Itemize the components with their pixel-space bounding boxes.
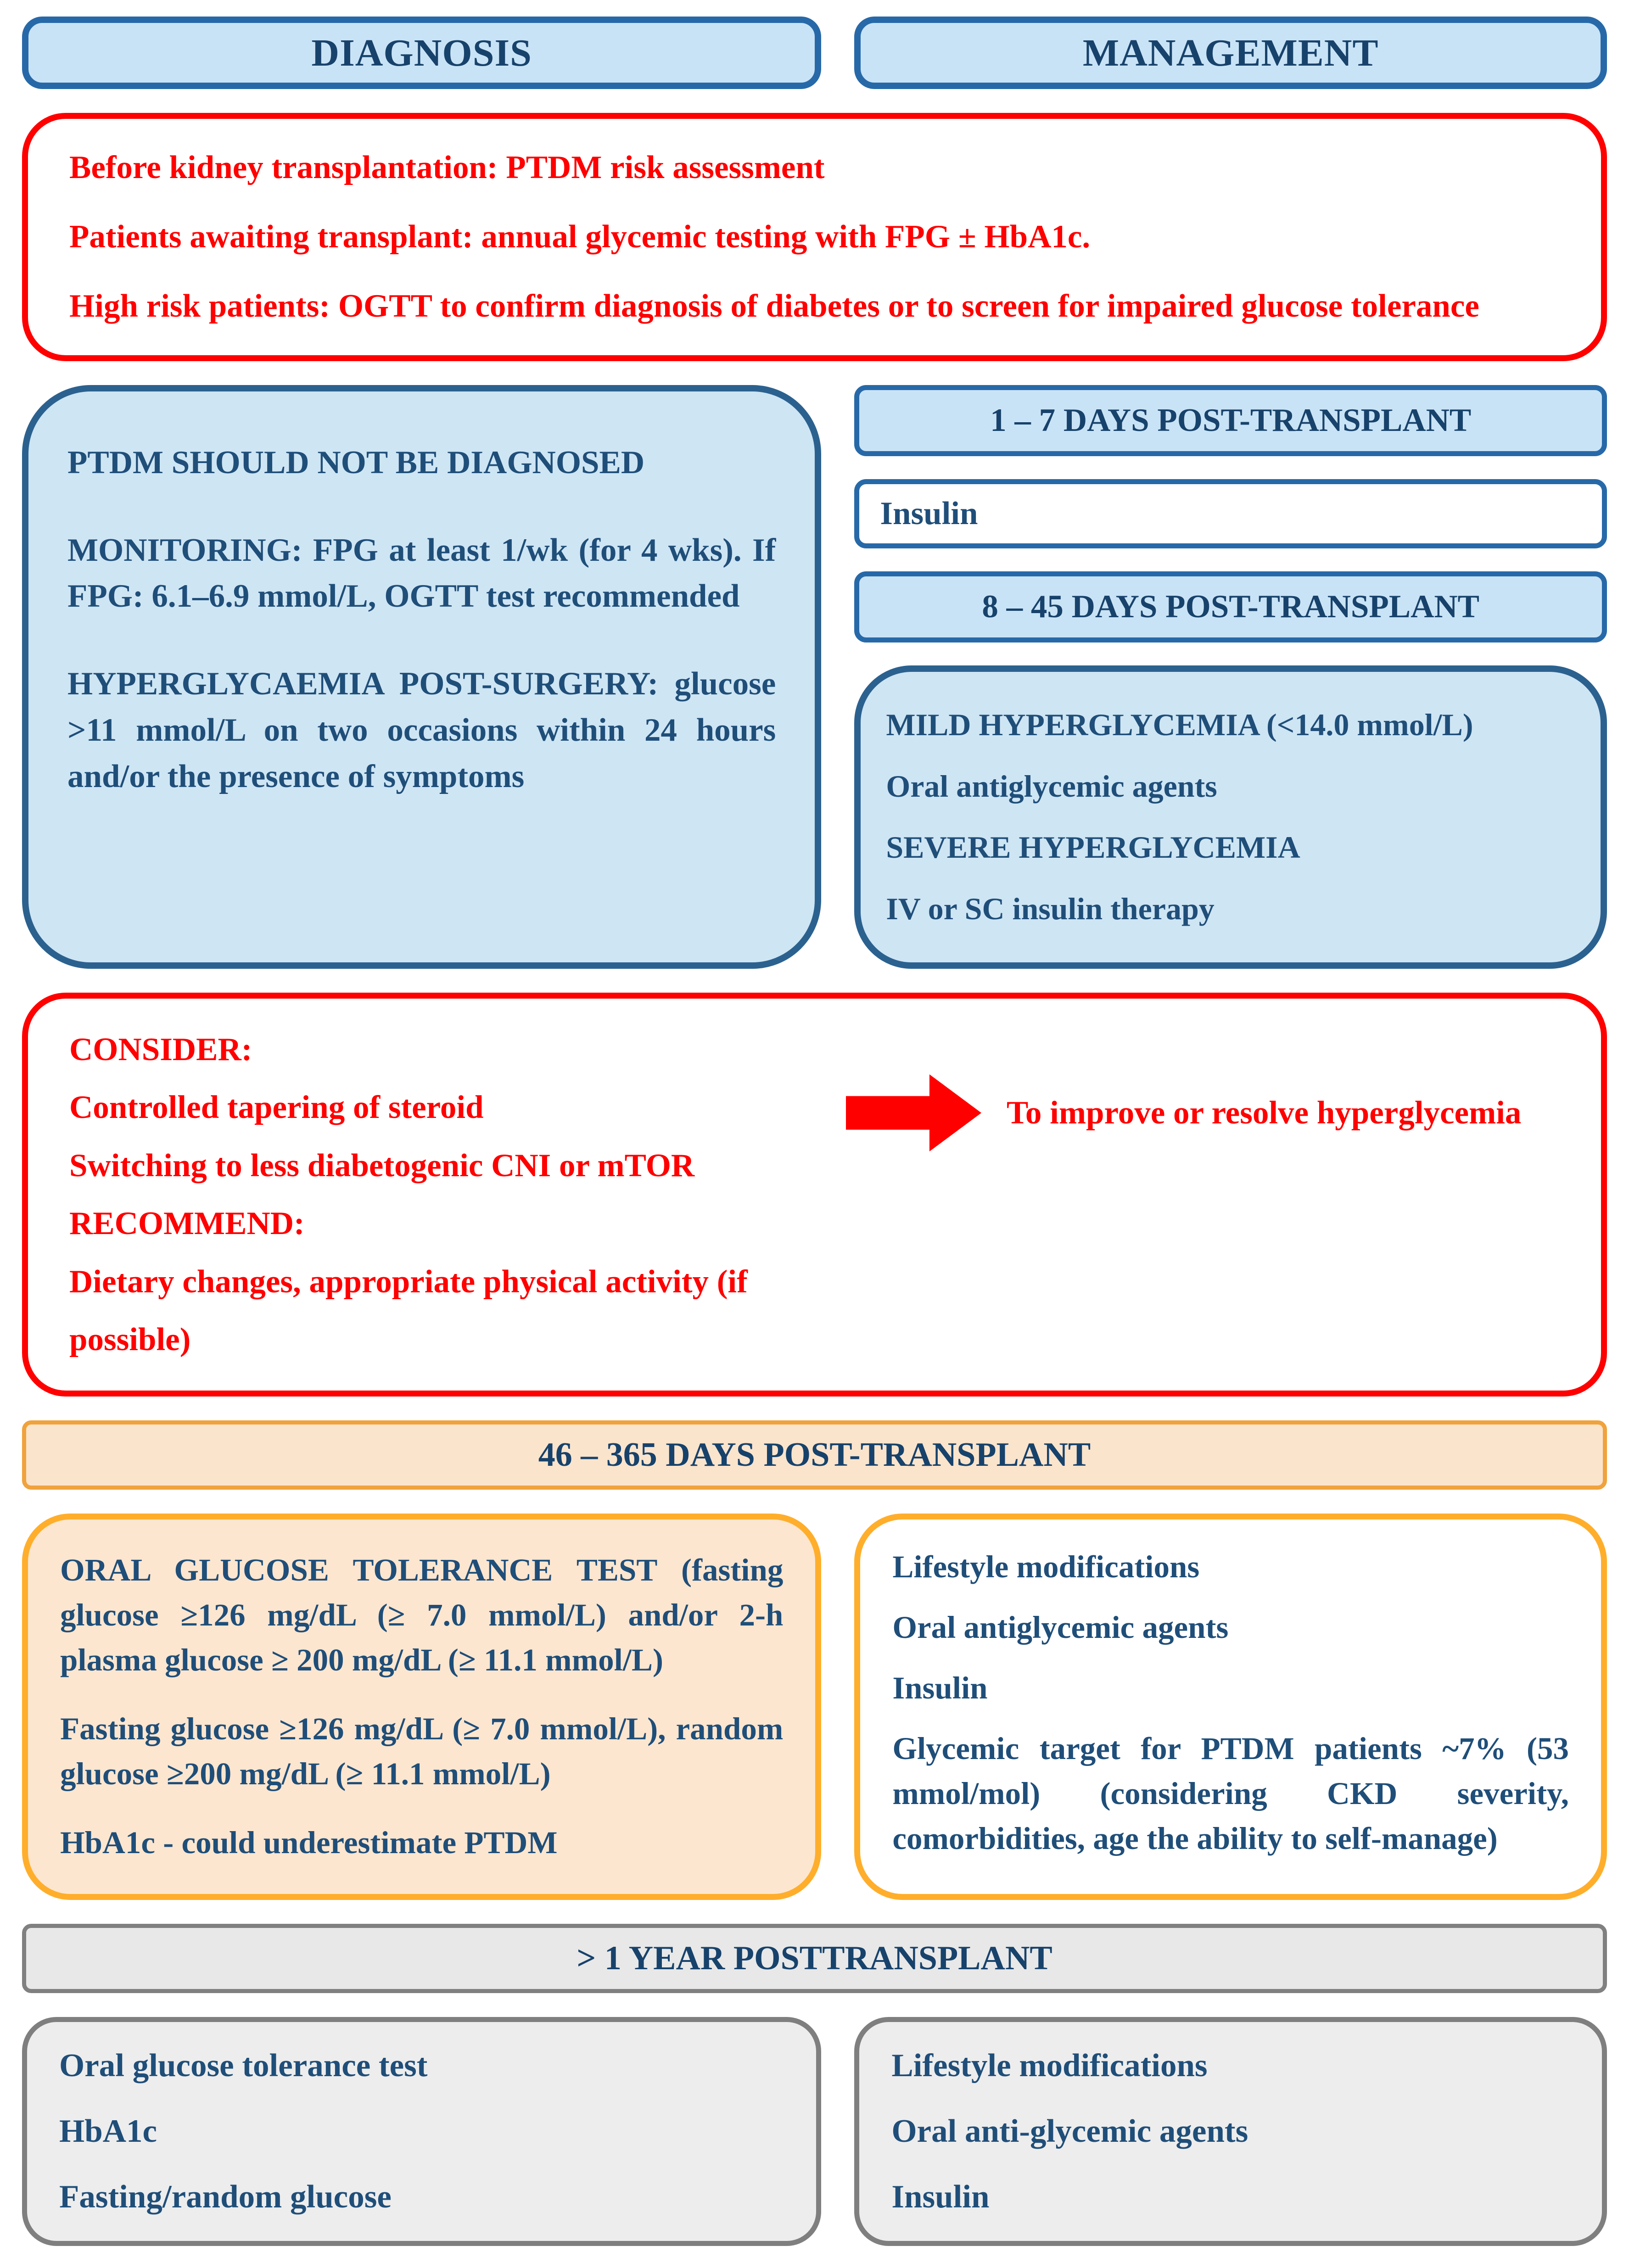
diagnosis-column-header: DIAGNOSIS	[22, 17, 821, 89]
days-8-45-header: 8 – 45 DAYS POST-TRANSPLANT	[854, 571, 1607, 642]
post-surgery-hyperglycaemia-text: HYPERGLYCAEMIA POST-SURGERY: glucose >11 mmol/L on two occasions within 24 hours and/or the presence of symptoms	[67, 666, 776, 794]
yp-mgmt-insulin: Insulin	[891, 2179, 990, 2215]
days-46-365-header: 46 – 365 DAYS POST-TRANSPLANT	[22, 1420, 1607, 1490]
mgmt-item-glycemic-target: Glycemic target for PTDM patients ~7% (53 mmol/mol) (considering CKD severity, comorbidities, age the ability to self-manage)	[892, 1731, 1569, 1856]
hba1c-note: HbA1c - could underestimate PTDM	[60, 1825, 558, 1860]
yp-diag-hba1c: HbA1c	[59, 2113, 157, 2150]
severe-hyperglycemia-title: SEVERE HYPERGLYCEMIA	[886, 830, 1300, 865]
monitoring-text: MONITORING: FPG at least 1/wk (for 4 wks). If FPG: 6.1–6.9 mmol/L, OGTT test recommended	[67, 532, 776, 614]
arrow-caption: To improve or resolve hyperglycemia	[1007, 1095, 1522, 1131]
days-1-7-header: 1 – 7 DAYS POST-TRANSPLANT	[854, 385, 1607, 456]
mgmt-item-insulin: Insulin	[892, 1670, 988, 1706]
mgmt-item-oral-agents: Oral antiglycemic agents	[892, 1610, 1229, 1645]
phase-46-365-row	[22, 1514, 1607, 1900]
yp-mgmt-lifestyle: Lifestyle modifications	[891, 2048, 1208, 2084]
consider-text-block	[69, 1021, 874, 1369]
yp-mgmt-oral-agents: Oral anti-glycemic agents	[891, 2113, 1248, 2150]
consider-recommend-box	[22, 993, 1607, 1397]
severe-hyperglycemia-treatment: IV or SC insulin therapy	[886, 891, 1215, 927]
risk-line-high-risk: High risk patients: OGTT to confirm diagnosis of diabetes or to screen for impaired glucose tolerance	[69, 288, 1479, 324]
consider-label: CONSIDER:	[69, 1032, 252, 1067]
recommend-label: RECOMMEND:	[69, 1206, 305, 1242]
year-plus-management-box	[854, 2017, 1607, 2246]
early-phase-row	[22, 385, 1607, 969]
arrow-row	[846, 1074, 1567, 1151]
management-column-header: MANAGEMENT	[854, 17, 1607, 89]
insulin-box: Insulin	[854, 479, 1607, 548]
year-plus-row	[22, 2017, 1607, 2246]
early-management-column	[854, 385, 1607, 969]
consider-item-steroid: Controlled tapering of steroid	[69, 1089, 484, 1126]
phase-46-365-management-box	[854, 1514, 1607, 1900]
risk-line-awaiting-transplant: Patients awaiting transplant: annual glycemic testing with FPG ± HbA1c.	[69, 218, 1091, 255]
yp-diag-ogtt: Oral glucose tolerance test	[59, 2048, 428, 2084]
ogtt-diagnosis-box	[22, 1514, 821, 1900]
risk-line-before-transplant: Before kidney transplantation: PTDM risk assessment	[69, 150, 825, 185]
mgmt-item-lifestyle: Lifestyle modifications	[892, 1549, 1200, 1585]
hyperglycemia-treatment-box	[854, 665, 1607, 969]
fasting-random-criteria: Fasting glucose ≥126 mg/dL (≥ 7.0 mmol/L), random glucose ≥200 mg/dL (≥ 11.1 mmol/L)	[60, 1711, 784, 1792]
pre-transplant-risk-box	[22, 113, 1607, 361]
recommend-item-lifestyle: Dietary changes, appropriate physical activity (if possible)	[69, 1263, 748, 1357]
early-diagnosis-box	[22, 385, 821, 969]
year-plus-header: > 1 YEAR POSTTRANSPLANT	[22, 1924, 1607, 1993]
ptdm-not-diagnosed-title: PTDM SHOULD NOT BE DIAGNOSED	[67, 444, 645, 480]
yp-diag-fasting-random: Fasting/random glucose	[59, 2179, 392, 2215]
ogtt-criteria: ORAL GLUCOSE TOLERANCE TEST (fasting glucose ≥126 mg/dL (≥ 7.0 mmol/L) and/or 2-h plasma glucose ≥ 200 mg/dL (≥ 11.1 mmol/L)	[60, 1553, 784, 1678]
mild-hyperglycemia-treatment: Oral antiglycemic agents	[886, 768, 1217, 804]
consider-item-cni-mtor: Switching to less diabetogenic CNI or mTOR	[69, 1147, 695, 1184]
column-headers-row	[22, 17, 1607, 89]
year-plus-diagnosis-box	[22, 2017, 821, 2246]
mild-hyperglycemia-title: MILD HYPERGLYCEMIA (<14.0 mmol/L)	[886, 707, 1473, 742]
right-arrow-icon	[846, 1074, 981, 1151]
